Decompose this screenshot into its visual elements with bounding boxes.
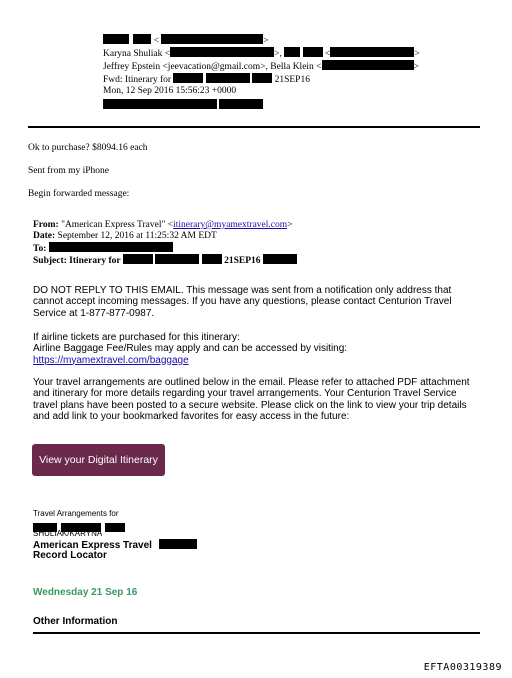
fwd-subject-suffix: 21SEP16 xyxy=(224,256,261,266)
subject-suffix: 21SEP16 xyxy=(274,75,310,85)
travel-arrangements-for: Travel Arrangements for xyxy=(33,509,119,518)
fwd-from-row xyxy=(33,220,292,231)
fwd-from-close: > xyxy=(287,220,293,230)
redaction xyxy=(170,47,274,57)
fwd-from-name: "American Express Travel" < xyxy=(61,220,174,230)
baggage-line-2: Airline Baggage Fee/Rules may apply and can be accessed by visiting: xyxy=(33,343,348,355)
baggage-line-1: If airline tickets are purchased for this itinerary: xyxy=(33,332,240,343)
document-id: EFTA00319389 xyxy=(423,662,502,673)
agency-text: American Express Travel xyxy=(33,540,152,551)
redaction xyxy=(322,60,414,70)
fwd-date-label: Date: xyxy=(33,231,56,241)
redaction xyxy=(303,47,323,57)
fwd-from-label: From: xyxy=(33,220,59,230)
record-locator-label: Record Locator xyxy=(33,550,107,561)
redaction xyxy=(202,254,222,264)
redaction xyxy=(173,73,203,83)
traveler-name: SHULIAK/KARYNA xyxy=(33,529,103,538)
redaction xyxy=(330,47,414,57)
redaction xyxy=(133,34,151,44)
cc-recipients: Jeffrey Epstein <jeevacation@gmail.com>, Bella Klein < xyxy=(103,62,322,72)
redaction xyxy=(155,254,199,264)
redaction xyxy=(252,73,272,83)
view-digital-itinerary-button[interactable]: View your Digital Itinerary xyxy=(32,444,165,476)
no-reply-notice: DO NOT REPLY TO THIS EMAIL. This message was sent from a notification only address that cannot accept incoming messages. If you have any questions, please contact Centurion Travel Service at 1-877-877-0987. xyxy=(33,285,452,319)
from-value: < > xyxy=(103,34,268,46)
redaction xyxy=(103,99,217,109)
sent-from-iphone: Sent from my iPhone xyxy=(28,166,110,176)
begin-forwarded: Begin forwarded message: xyxy=(28,189,130,199)
subject-text: Fwd: Itinerary for xyxy=(103,75,172,85)
header-divider xyxy=(28,126,480,128)
subject-value xyxy=(103,73,310,85)
to-value: Karyna Shuliak < >, < > xyxy=(103,49,420,59)
redaction xyxy=(123,254,153,264)
redaction xyxy=(103,34,129,44)
redaction xyxy=(49,242,173,252)
baggage-info xyxy=(33,332,473,366)
redaction xyxy=(206,73,250,83)
fwd-subject-label: Subject: Itinerary for xyxy=(33,256,121,266)
arrangements-paragraph: Your travel arrangements are outlined below in the email. Please refer to attached PDF attachment and itinerary for more details regarding your travel arrangements. Your Centurion Travel Service travel plans have been posted to a secure website. Please click on the link to view your trip details and add link to your bookmarked favorites for easy access in the future: xyxy=(33,377,470,422)
redaction xyxy=(263,254,297,264)
fwd-date-value: September 12, 2016 at 11:25:32 AM EDT xyxy=(57,231,217,241)
to-recipient: Karyna Shuliak < xyxy=(103,49,171,59)
date-value: Mon, 12 Sep 2016 15:56:23 +0000 xyxy=(103,86,237,96)
section-divider xyxy=(33,632,480,634)
fwd-subject-row xyxy=(33,254,297,267)
fwd-to-label: To: xyxy=(33,244,47,254)
redaction xyxy=(105,523,125,532)
itinerary-date-heading: Wednesday 21 Sep 16 xyxy=(33,587,138,598)
baggage-link[interactable]: https://myamextravel.com/baggage xyxy=(33,354,189,366)
fwd-from-email-link[interactable]: itinerary@myamextravel.com xyxy=(173,220,288,230)
redaction xyxy=(284,47,300,57)
redaction xyxy=(159,539,197,549)
redaction xyxy=(219,99,263,109)
redaction xyxy=(161,34,263,44)
cc-value: Jeffrey Epstein <jeevacation@gmail.com>, Bella Klein < > xyxy=(103,62,419,72)
purchase-question: Ok to purchase? $8094.16 each xyxy=(28,143,148,153)
fwd-date-row xyxy=(33,231,217,242)
attachments-value[interactable] xyxy=(103,99,263,111)
other-information-heading: Other Information xyxy=(33,616,118,627)
